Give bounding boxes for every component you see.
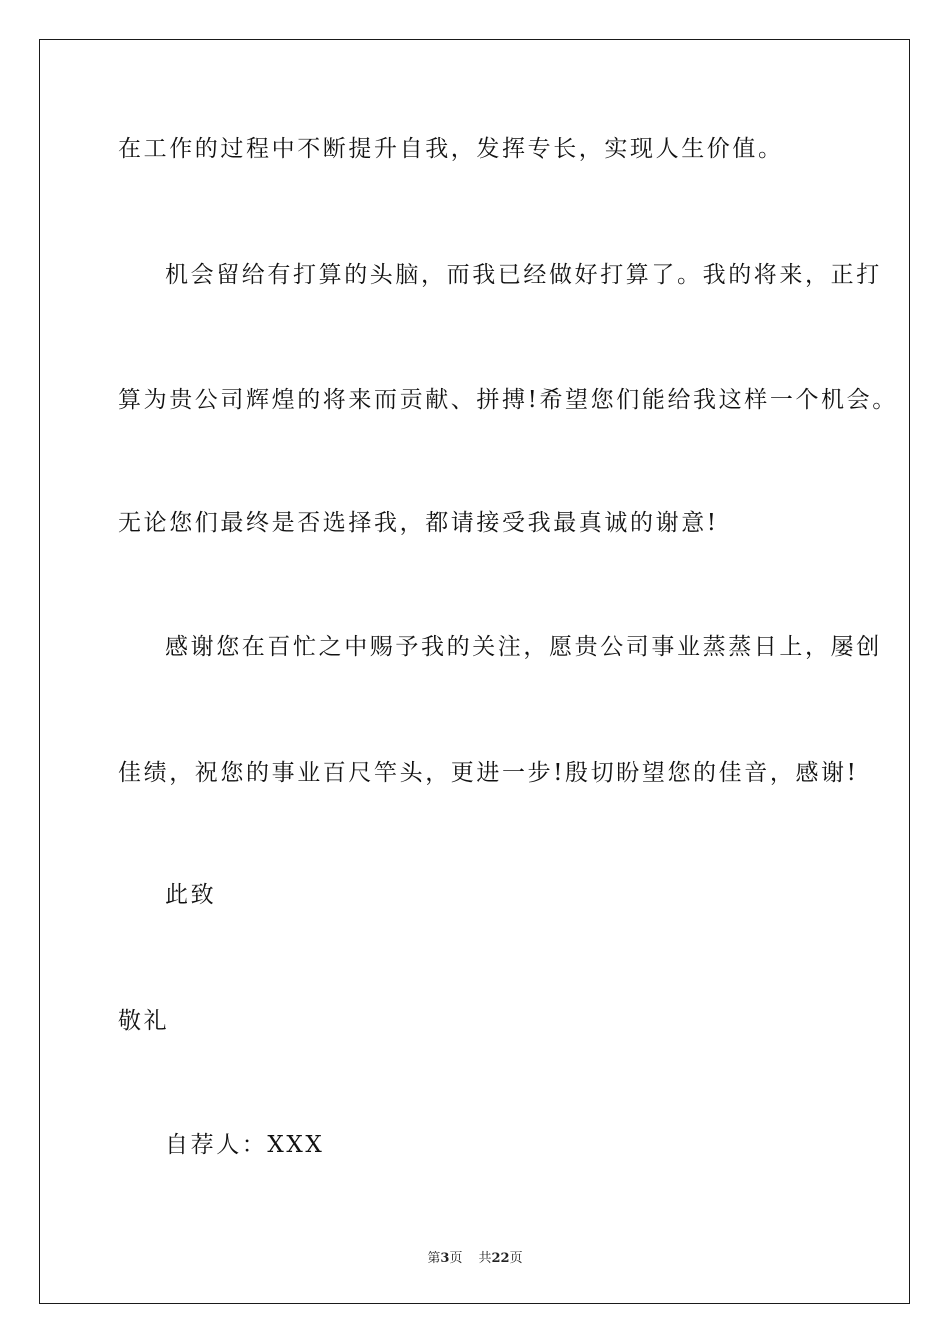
paragraph-line-5: 感谢您在百忙之中赐予我的关注，愿贵公司事业蒸蒸日上，屡创 — [165, 634, 882, 660]
paragraph-line-2: 机会留给有打算的头脑，而我已经做好打算了。我的将来，正打 — [165, 262, 882, 288]
page-footer — [0, 1247, 950, 1266]
closing-regards: 敬礼 — [118, 1008, 170, 1034]
footer-page-prefix: 第 — [427, 1251, 441, 1266]
closing-salutation: 此致 — [165, 882, 217, 908]
paragraph-line-3: 算为贵公司辉煌的将来而贡献、拼搏!希望您们能给我这样一个机会。 — [118, 387, 898, 413]
footer-total-suffix: 页 — [509, 1251, 523, 1266]
paragraph-line-1: 在工作的过程中不断提升自我，发挥专长，实现人生价值。 — [118, 136, 784, 162]
paragraph-line-6: 佳绩，祝您的事业百尺竿头，更进一步!殷切盼望您的佳音，感谢! — [118, 760, 859, 786]
footer-total-pages: 22 — [491, 1251, 510, 1266]
footer-page-suffix: 页 — [449, 1251, 463, 1266]
paragraph-line-4: 无论您们最终是否选择我，都请接受我最真诚的谢意! — [118, 510, 719, 536]
footer-current-page: 3 — [440, 1251, 450, 1266]
footer-total-prefix: 共 — [478, 1251, 492, 1266]
signature-line: 自荐人：XXX — [165, 1132, 325, 1158]
page-border — [39, 39, 910, 1304]
